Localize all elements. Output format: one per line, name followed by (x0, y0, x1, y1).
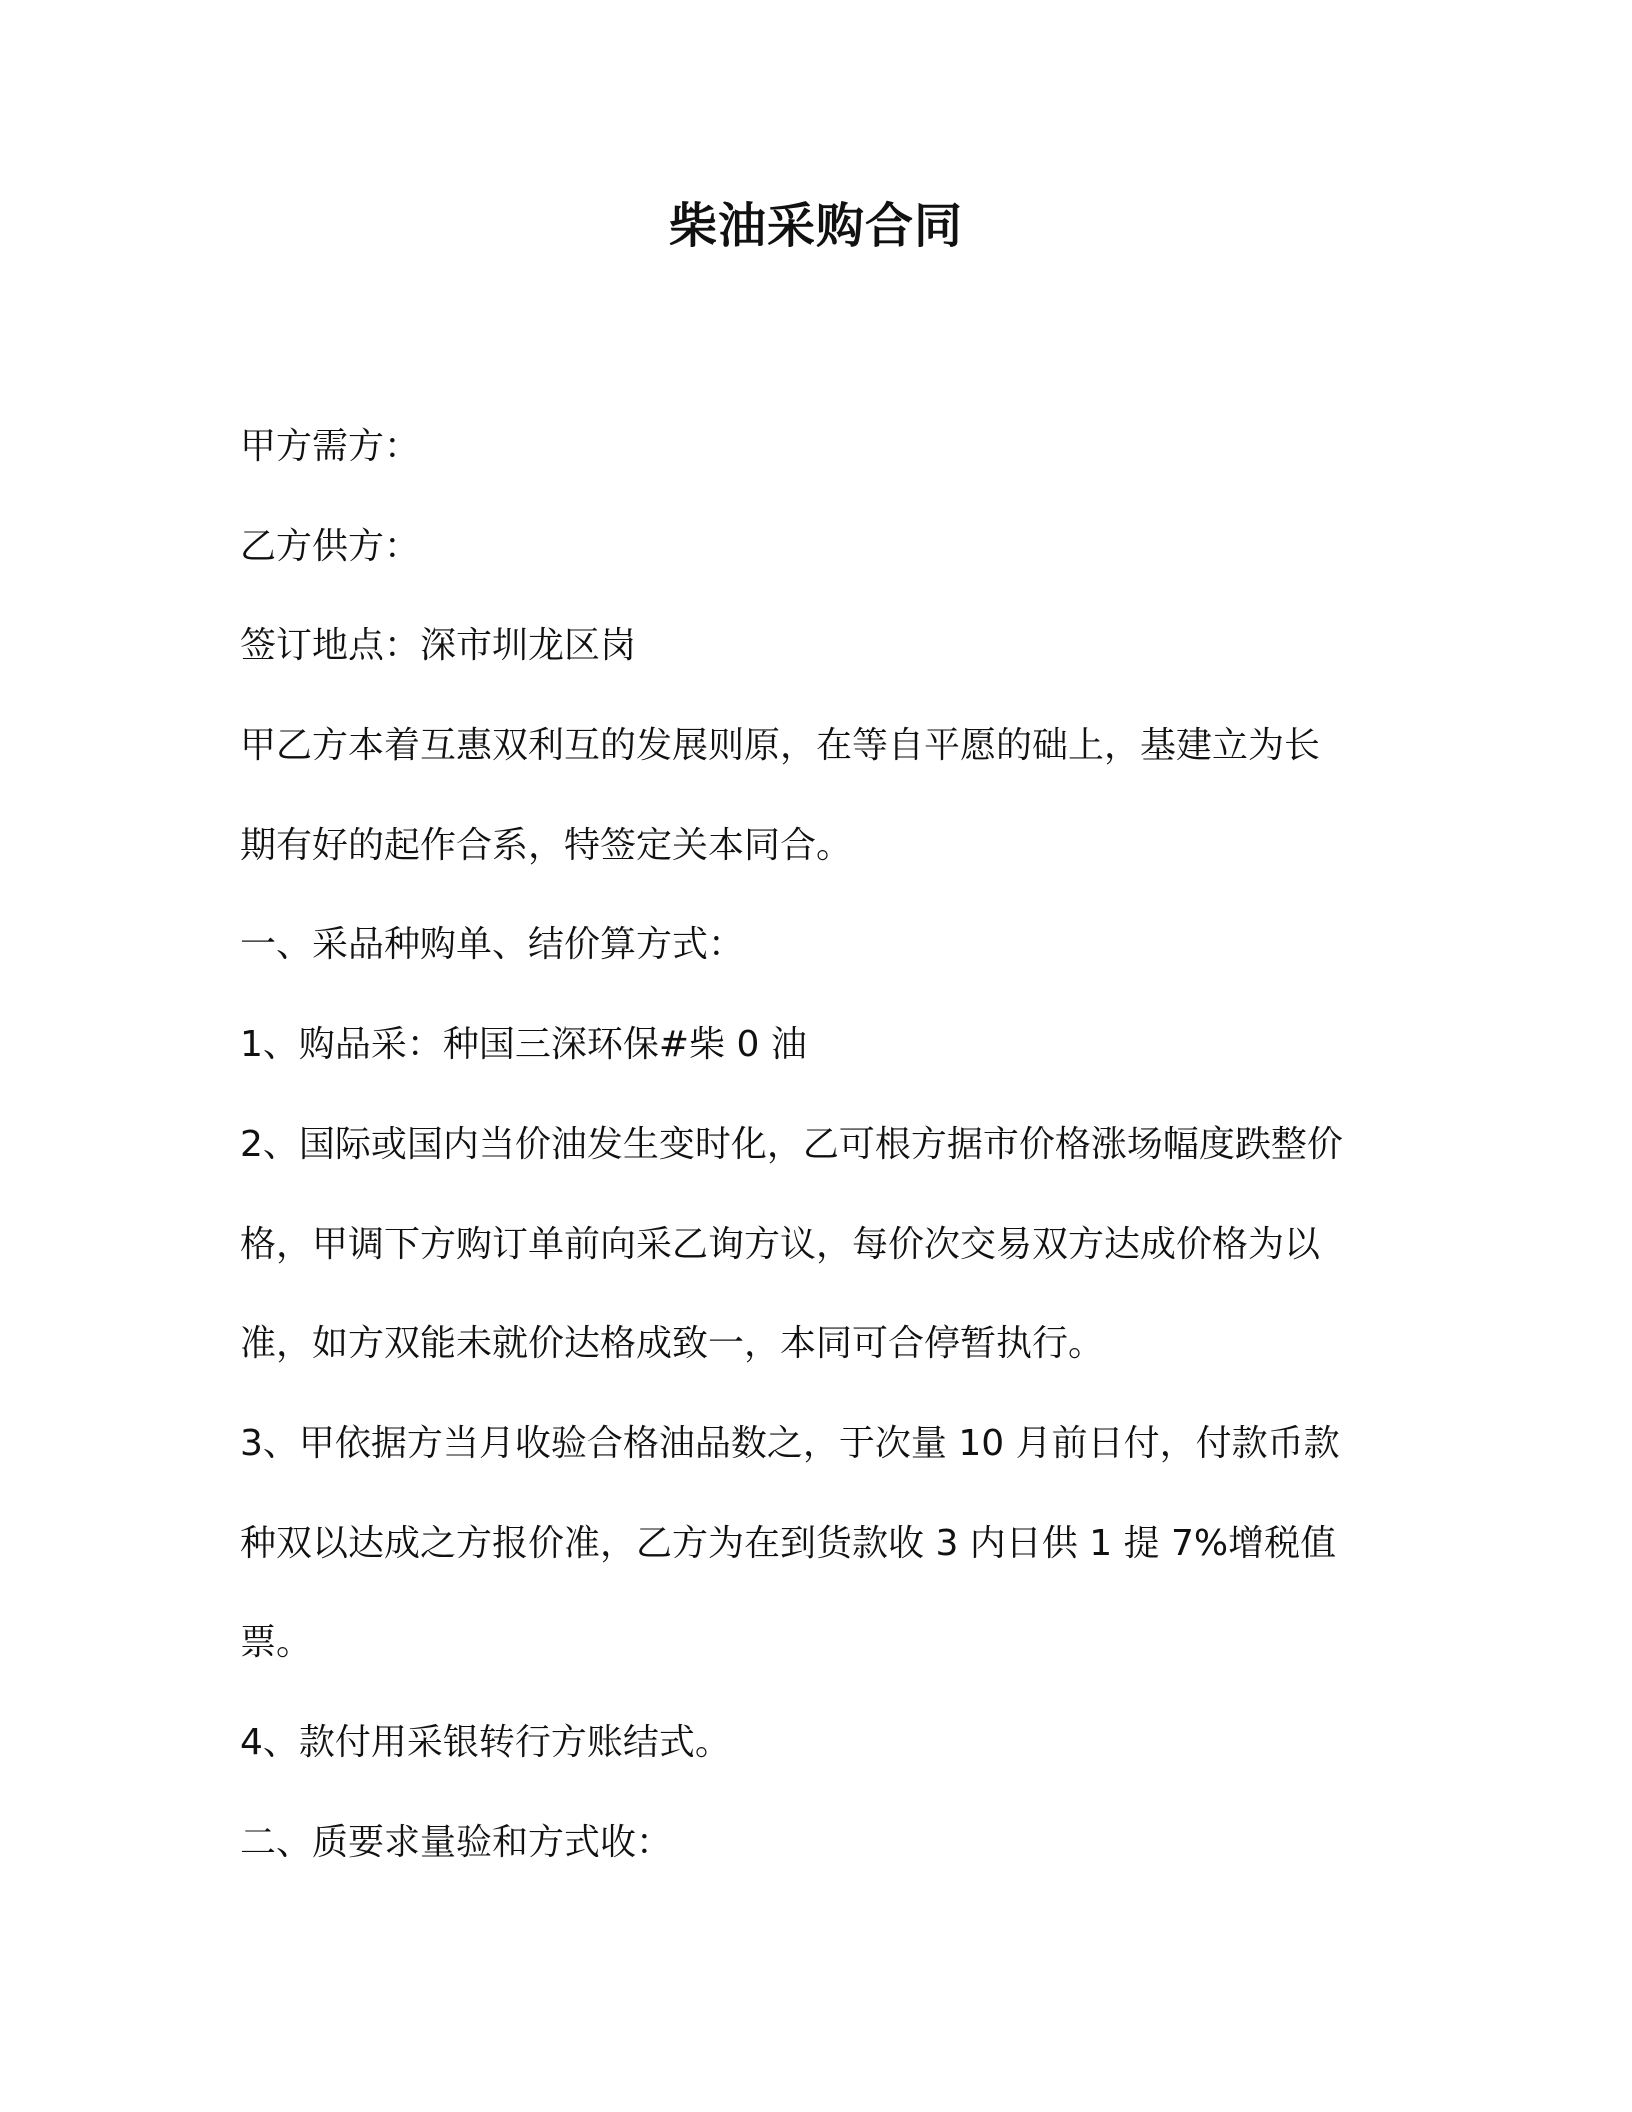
preamble-line-1: 甲乙方本着互惠双利互的发展则原，在等自平愿的础上，基建立为长 (240, 725, 1321, 766)
clause-3-line-2: 种双以达成之方报价准，乙方为在到货款收 3 内日供 1 提 7%增税值 (240, 1523, 1337, 1564)
clause-2-line-3: 准，如方双能未就价达格成致一，本同可合停暂执行。 (240, 1323, 1105, 1364)
clause-4-line: 4、款付用采银转行方账结式。 (240, 1722, 731, 1763)
clause-3-line-3: 票。 (240, 1622, 313, 1663)
preamble-line-2: 期有好的起作合系，特签定关本同合。 (240, 825, 853, 866)
document-title: 柴油采购合同 (668, 198, 963, 254)
section-one-heading: 一、采品种购单、结价算方式： (240, 924, 745, 965)
party-a-line: 甲方需方： (240, 426, 421, 467)
clause-2-line-1: 2、国际或国内当价油发生变时化，乙可根方据市价格涨场幅度跌整价 (240, 1124, 1343, 1165)
clause-3-line-1: 3、甲依据方当月收验合格油品数之，于次量 10 月前日付，付款币款 (240, 1423, 1340, 1464)
clause-2-line-2: 格，甲调下方购订单前向采乙询方议，每价次交易双方达成价格为以 (240, 1224, 1321, 1265)
section-two-heading: 二、质要求量验和方式收： (240, 1822, 673, 1863)
party-b-line: 乙方供方： (240, 526, 421, 567)
signing-location-line: 签订地点：深市圳龙区岗 (240, 625, 637, 666)
clause-1-line: 1、购品采：种国三深环保#柴 0 油 (240, 1024, 807, 1065)
